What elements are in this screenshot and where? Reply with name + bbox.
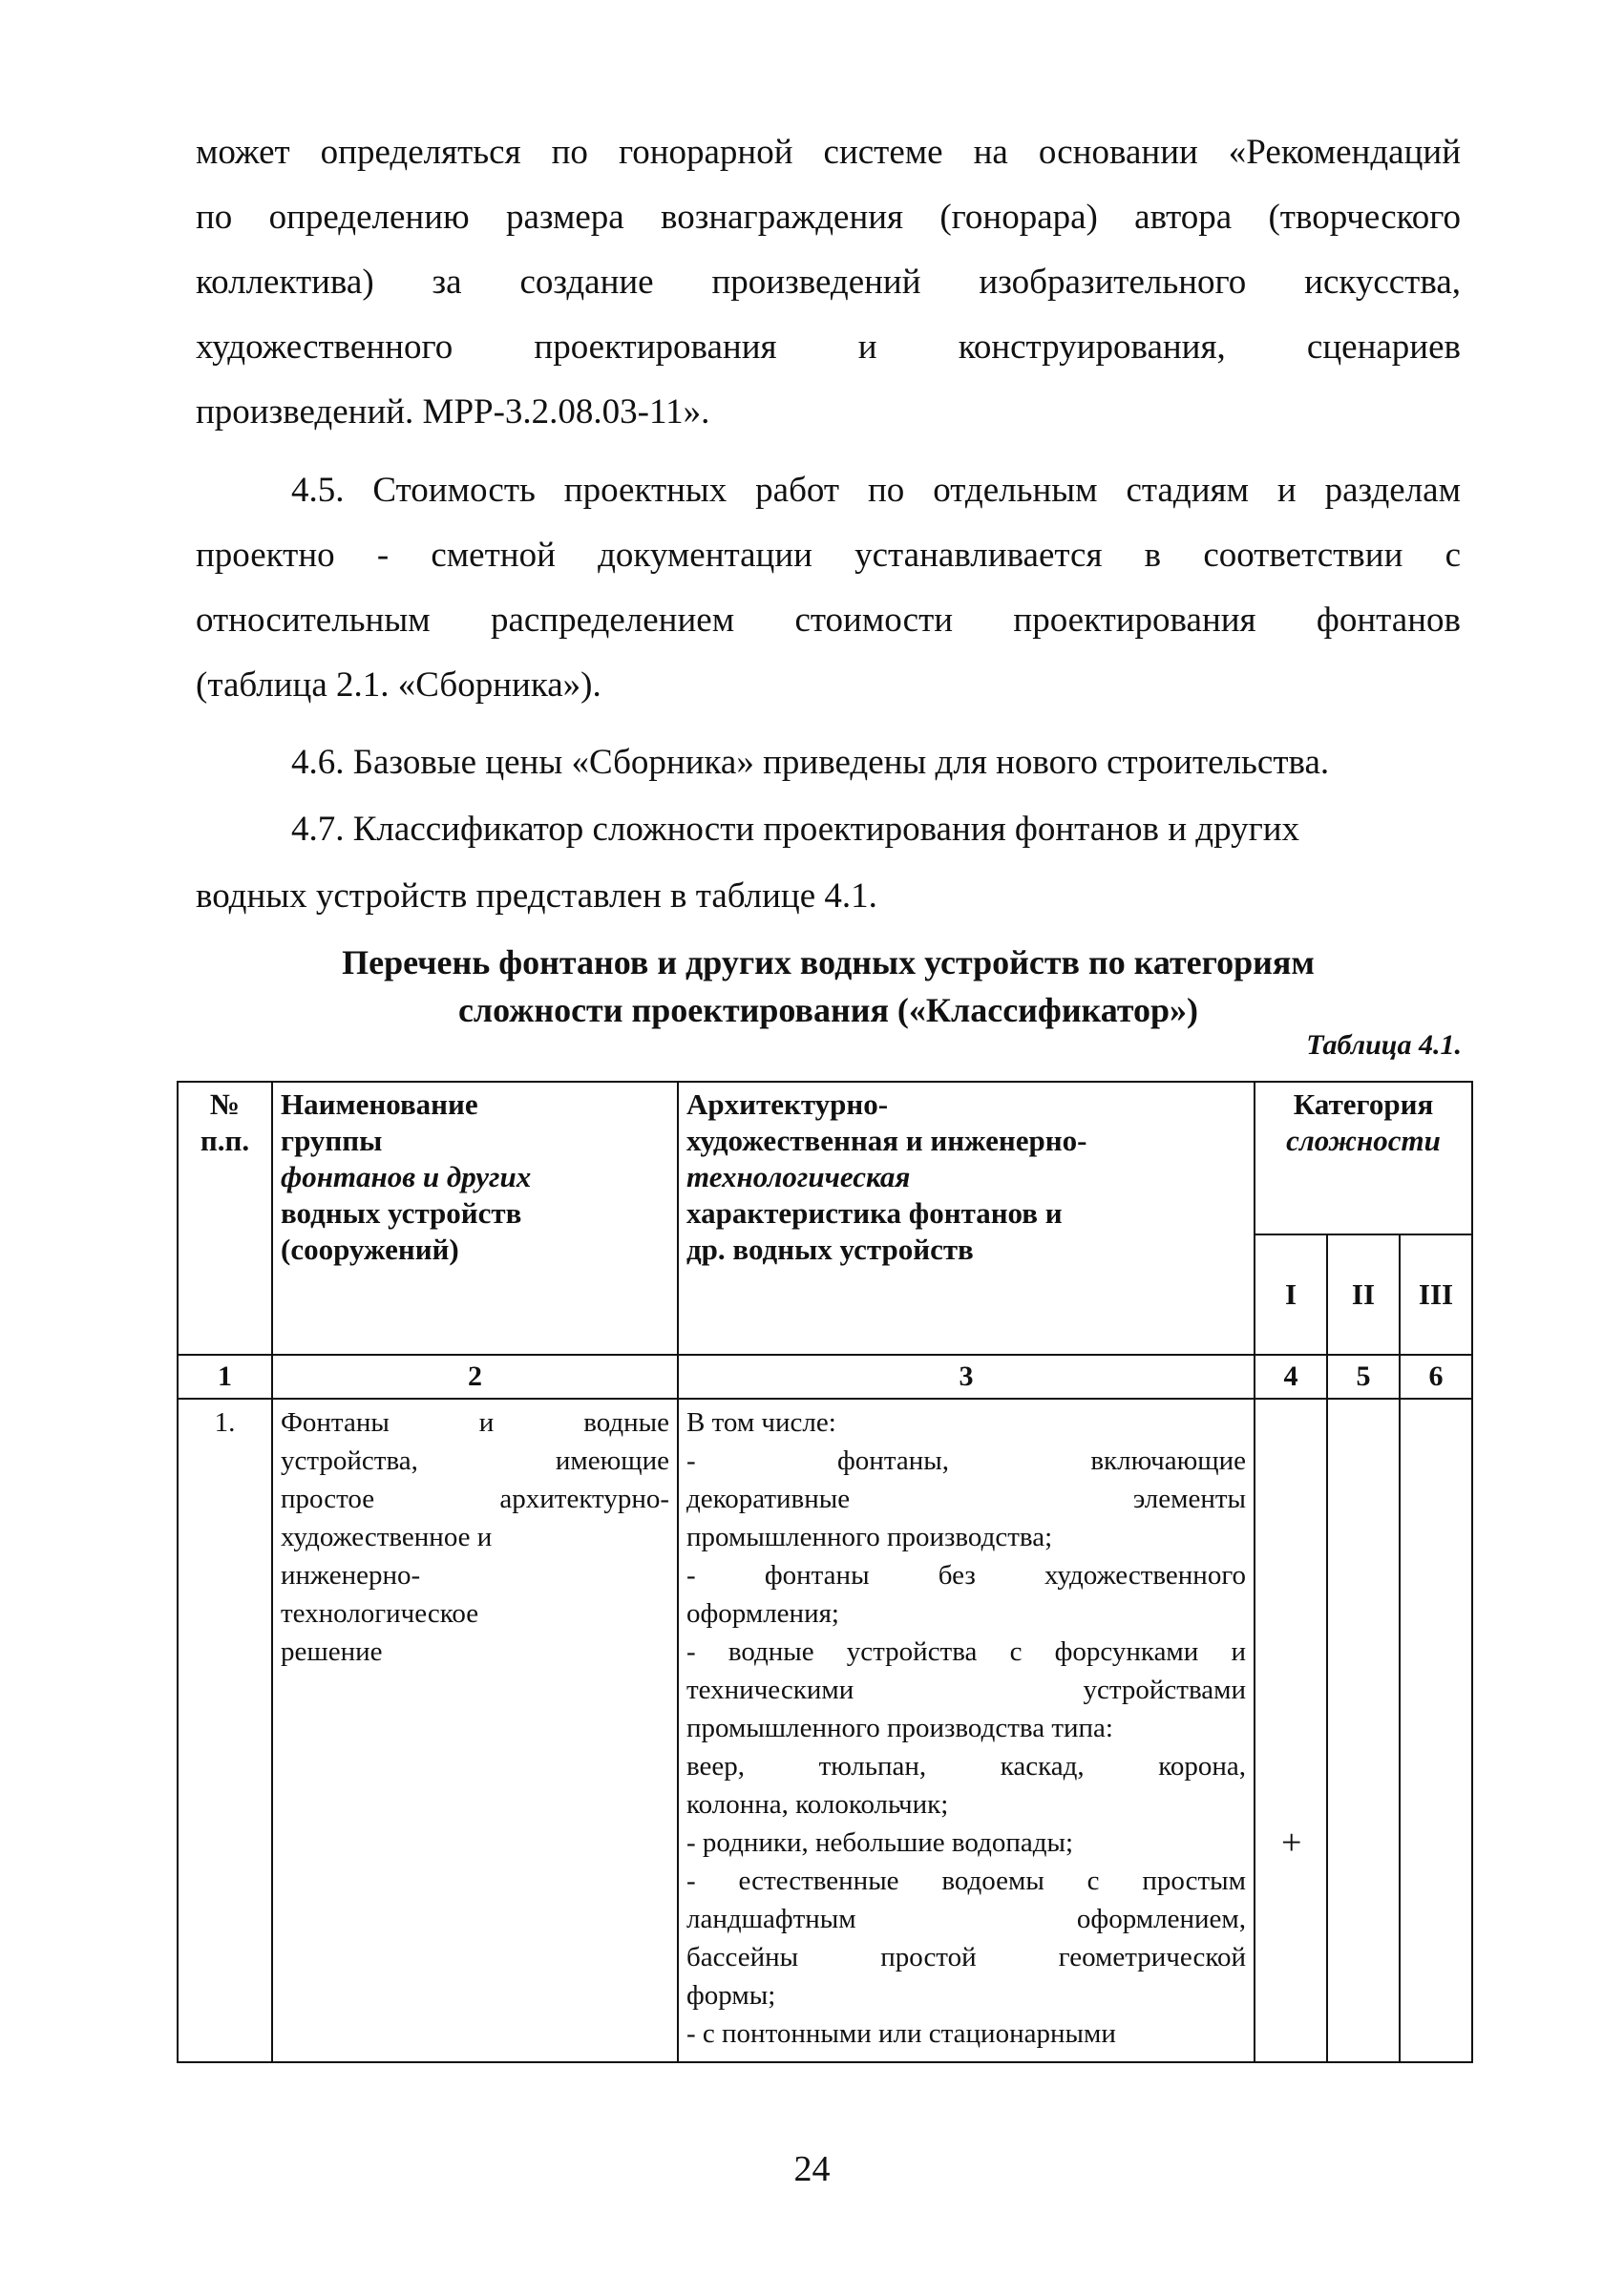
column-number: 3 bbox=[678, 1355, 1255, 1399]
row-name: Фонтаны и водные устройства, имеющие простое архитектурно- художественное и инженерно- технологическое решение bbox=[272, 1399, 678, 2062]
row-cat-3 bbox=[1400, 1399, 1472, 2062]
text-line: коллектива) за создание произведений изобразительного искусства, bbox=[196, 263, 1461, 302]
table-row bbox=[178, 1399, 1472, 2062]
header-cat-2: II bbox=[1327, 1234, 1400, 1355]
header-characteristic: Архитектурно- художественная и инженерно- технологическая характеристика фонтанов и др. водных устройств bbox=[678, 1082, 1255, 1355]
header-category: Категория сложности bbox=[1255, 1082, 1472, 1234]
classifier-table bbox=[177, 1081, 1473, 2063]
paragraph-intro bbox=[196, 120, 1461, 445]
paragraph-4-6: 4.6. Базовые цены «Сборника» приведены для нового строительства. bbox=[291, 743, 1330, 782]
text-line: проектно - сметной документации устанавливается в соответствии с bbox=[196, 536, 1461, 575]
category-mark: + bbox=[1281, 1823, 1302, 1863]
column-number: 1 bbox=[178, 1355, 272, 1399]
paragraph-4-7-line2: водных устройств представлен в таблице 4.1. bbox=[196, 876, 877, 916]
text-line: по определению размера вознаграждения (гонорара) автора (творческого bbox=[196, 198, 1461, 237]
row-cat-1 bbox=[1255, 1399, 1327, 2062]
column-number: 6 bbox=[1400, 1355, 1472, 1399]
text-line: (таблица 2.1. «Сборника»). bbox=[196, 665, 601, 705]
row-cat-2 bbox=[1327, 1399, 1400, 2062]
page-number: 24 bbox=[793, 2149, 831, 2189]
row-characteristic: В том числе: - фонтаны, включающие декоративные элементы промышленного производства; - фонтаны без художественного оформления; - водные устройства с форсунками и техническими устройствами промышленного производства типа: веер, тюльпан, каскад, корона, колонна, колокольчик; - родники, небольшие водопады; - естественные водоемы с простым ландшафтным оформлением, бассейны простой геометрической формы; - с понтонными или стационарными bbox=[678, 1399, 1255, 2062]
table-title-line: сложности проектирования («Классификатор») bbox=[457, 991, 1199, 1029]
text-line: художественного проектирования и конструирования, сценариев bbox=[196, 327, 1461, 367]
table-header-row bbox=[178, 1082, 1472, 1234]
column-number: 4 bbox=[1255, 1355, 1327, 1399]
header-cat-1: I bbox=[1255, 1234, 1327, 1355]
column-number-row bbox=[178, 1355, 1472, 1399]
text-line: может определяться по гонорарной системе на основании «Рекомендаций bbox=[196, 133, 1461, 172]
table-title bbox=[196, 939, 1461, 1034]
table-label: Таблица 4.1. bbox=[1306, 1029, 1462, 1061]
text-line: произведений. МРР-3.2.08.03-11». bbox=[196, 392, 710, 432]
table-title-line: Перечень фонтанов и других водных устройств по категориям bbox=[342, 943, 1315, 981]
paragraph-4-5 bbox=[196, 458, 1461, 718]
header-name: Наименование группы фонтанов и других водных устройств (сооружений) bbox=[272, 1082, 678, 1355]
row-num: 1. bbox=[178, 1399, 272, 2062]
paragraph-4-7-line1: 4.7. Классификатор сложности проектирования фонтанов и других bbox=[291, 810, 1300, 849]
text-line: 4.5. Стоимость проектных работ по отдельным стадиям и разделам bbox=[291, 471, 1461, 510]
column-number: 5 bbox=[1327, 1355, 1400, 1399]
column-number: 2 bbox=[272, 1355, 678, 1399]
header-cat-3: III bbox=[1400, 1234, 1472, 1355]
header-num: № п.п. bbox=[178, 1082, 272, 1355]
text-line: относительным распределением стоимости проектирования фонтанов bbox=[196, 601, 1461, 640]
